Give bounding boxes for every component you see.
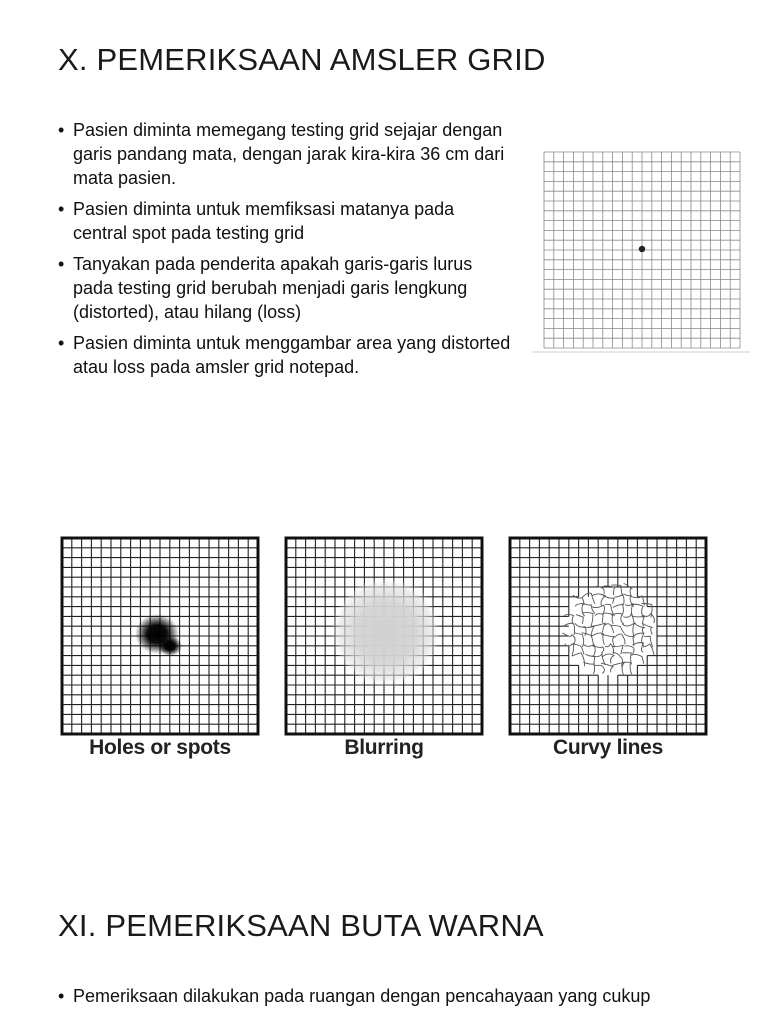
example-holes-or-spots [60,536,260,759]
instruction-bullet: • Pasien diminta untuk memfiksasi matanya pada central spot pada testing grid [58,197,513,245]
instruction-bullet: • Pemeriksaan dilakukan pada ruangan dengan pencahayaan yang cukup [58,984,698,1008]
amsler-grid-curvy-icon [508,536,708,736]
instruction-bullet: • Tanyakan pada penderita apakah garis-garis lurus pada testing grid berubah menjadi garis lengkung (distorted), atau hilang (loss) [58,252,513,324]
amsler-grid-icon [532,146,752,356]
example-label: Holes or spots [89,736,231,759]
amsler-instructions-list [58,118,513,386]
amsler-grid-holes-icon [60,536,260,736]
instruction-bullet: • Pasien diminta memegang testing grid sejajar dengan garis pandang mata, dengan jarak kira-kira 36 cm dari mata pasien. [58,118,513,190]
color-test-instructions-list [58,984,698,1015]
fixation-dot [639,246,645,252]
instruction-bullet: • Pasien diminta untuk menggambar area yang distorted atau loss pada amsler grid notepad. [58,331,513,379]
section-title-color-blindness: XI. PEMERIKSAAN BUTA WARNA [58,908,544,943]
example-blurring [284,536,484,759]
section-title-amsler: X. PEMERIKSAAN AMSLER GRID [58,42,546,77]
example-label: Blurring [344,736,424,759]
example-label: Curvy lines [553,736,663,759]
amsler-grid-blurring-icon [284,536,484,736]
example-curvy-lines [508,536,708,759]
